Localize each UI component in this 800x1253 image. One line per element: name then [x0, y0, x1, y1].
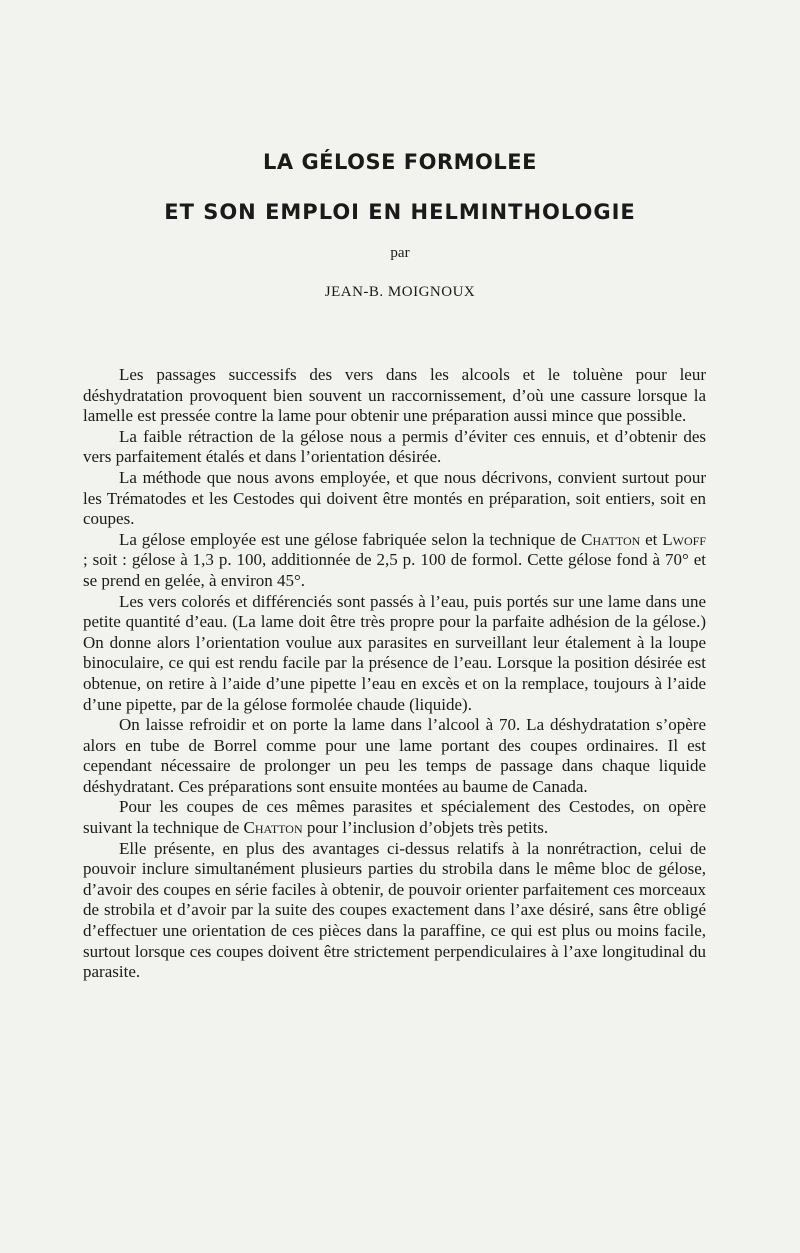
author-ref-chatton-2: Chatton: [243, 818, 303, 838]
paragraph-4-text-c: ; soit : gélose à 1,3 p. 100, additionnée de 2,5 p. 100 de formol. Cette gélose fond à 70° et se prend en gelée, à environ 45°.: [83, 550, 706, 590]
paragraph-7-text-a: Pour les coupes de ces mêmes parasites et spécialement des Cestodes, on opère suivant la technique de: [83, 797, 706, 838]
paragraph-2: La faible rétraction de la gélose nous a permis d’éviter ces ennuis, et d’obtenir des vers parfaitement étalés et dans l’orientation désirée.: [83, 426, 706, 467]
paragraph-6: On laisse refroidir et on porte la lame dans l’alcool à 70. La déshydratation s’opère alors en tube de Borrel comme pour une lame portant des coupes ordinaires. Il est cependant nécessaire de prolonger un peu les temps de passage dans chaque liquide déshydratant. Ces préparations sont ensuite montées au baume de Canada.: [83, 715, 706, 796]
paragraph-7-text-b: pour l’inclusion d’objets très petits.: [302, 818, 549, 838]
author-name: JEAN-B. MOIGNOUX: [324, 284, 476, 300]
paragraph-1: Les passages successifs des vers dans les alcools et le toluène pour leur déshydratation provoquent bien souvent un raccornissement, d’où une cassure lorsque la lamelle est pressée contre la lame pour obtenir une préparation aussi mince que possible.: [83, 365, 706, 426]
paragraph-5: Les vers colorés et différenciés sont passés à l’eau, puis portés sur une lame dans une petite quantité d’eau. (La lame doit être très propre pour la parfaite adhésion de la gélose.) On donne alors l’orientation voulue aux parasites en surveillant leur étalement à la loupe binoculaire, ce qui est rendu facile par la présence de l’eau. Lorsque la position désirée est obtenue, on retire à l’aide d’une pipette l’eau en excès et on la remplace, toujours à l’aide d’une pipette, par de la gélose formolée chaude (liquide).: [83, 591, 706, 714]
title-line-1: LA GÉLOSE FORMOLEE: [263, 150, 537, 174]
article-body: [83, 365, 706, 983]
paragraph-4-text-b: et: [640, 529, 663, 549]
title-line-2: ET SON EMPLOI EN HELMINTHOLOGIE: [164, 200, 636, 224]
paragraph-3: La méthode que nous avons employée, et que nous décrivons, convient surtout pour les Trématodes et les Cestodes qui doivent être montés en préparation, soit entiers, soit en coupes.: [83, 467, 706, 529]
author-ref-lwoff: Lwoff: [662, 529, 706, 549]
paragraph-8: Elle présente, en plus des avantages ci-dessus relatifs à la nonrétraction, celui de pouvoir inclure simultanément plusieurs parties du strobila dans le même bloc de gélose, d’avoir des coupes en série faciles à obtenir, de pouvoir orienter parfaitement ces morceaux de strobila et d’avoir par la suite des coupes exactement dans l’axe désiré, sans être obligé d’effectuer une orientation de ces pièces dans la paraffine, ce qui est plus ou moins facile, surtout lorsque ces coupes doivent être strictement perpendiculaires à l’axe longitudinal du parasite.: [83, 838, 706, 982]
author-ref-chatton: Chatton: [581, 529, 641, 549]
paragraph-4: [83, 530, 706, 592]
byline-par: par: [390, 245, 410, 261]
paragraph-4-text-a: La gélose employée est une gélose fabriquée selon la technique de: [119, 529, 582, 549]
paragraph-7: [83, 797, 706, 838]
